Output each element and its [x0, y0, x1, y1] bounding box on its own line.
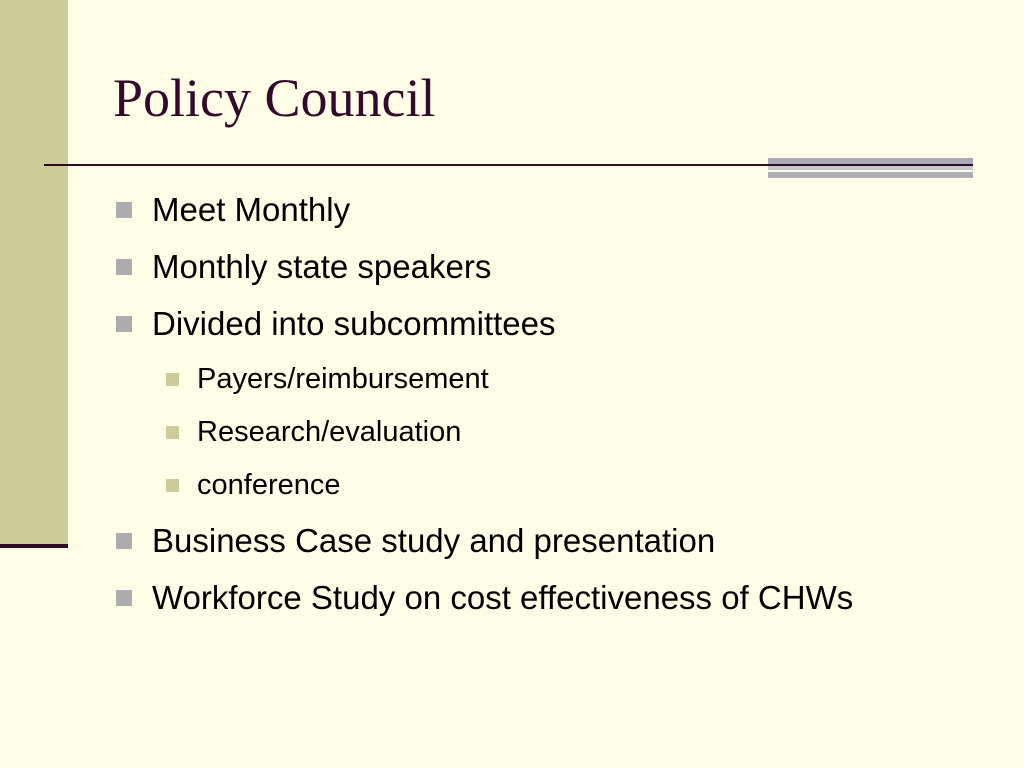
bullet-list	[116, 188, 996, 633]
side-band	[0, 0, 68, 544]
accent-bar	[768, 158, 973, 180]
sub-bullet-item	[166, 412, 996, 452]
bullet-text: Meet Monthly	[152, 191, 351, 228]
small-square-bullet-icon	[166, 373, 179, 386]
accent-stripe	[768, 166, 973, 170]
sub-bullet-item	[166, 465, 996, 505]
bullet-text: Monthly state speakers	[152, 248, 492, 285]
small-square-bullet-icon	[166, 479, 179, 492]
bullet-item	[116, 519, 996, 563]
sub-bullet-item	[166, 359, 996, 399]
square-bullet-icon	[116, 590, 132, 606]
bullet-text: Divided into subcommittees	[152, 305, 556, 342]
square-bullet-icon	[116, 259, 132, 275]
sub-bullet-text: conference	[197, 469, 341, 501]
accent-stripe	[768, 158, 973, 164]
slide-title: Policy Council	[113, 68, 436, 128]
square-bullet-icon	[116, 316, 132, 332]
bullet-item	[116, 302, 996, 346]
side-rule	[0, 544, 68, 548]
bullet-text: Workforce Study on cost effectiveness of CHWs	[152, 579, 854, 616]
accent-stripe	[768, 172, 973, 178]
sub-bullet-text: Research/evaluation	[197, 416, 462, 448]
small-square-bullet-icon	[166, 426, 179, 439]
bullet-item	[116, 188, 996, 232]
bullet-item	[116, 245, 996, 289]
square-bullet-icon	[116, 202, 132, 218]
bullet-item	[116, 576, 996, 620]
bullet-text: Business Case study and presentation	[152, 522, 716, 559]
square-bullet-icon	[116, 533, 132, 549]
sub-bullet-text: Payers/reimbursement	[197, 363, 489, 395]
